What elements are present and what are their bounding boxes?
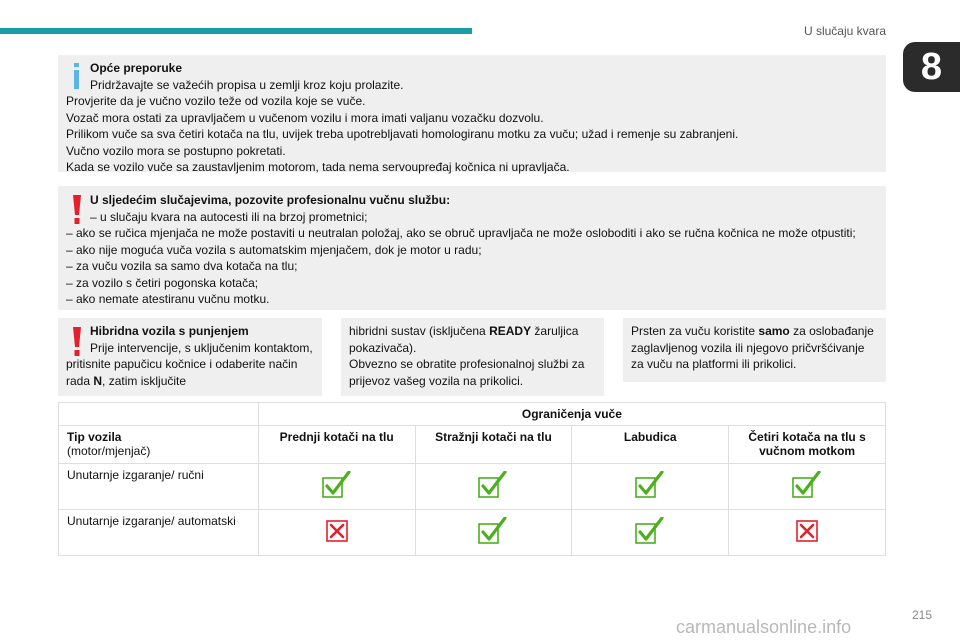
row-label: Unutarnje izgaranje/ ručni [59,464,259,510]
towing-ring-box [623,318,886,382]
vehicle-type-label: Tip vozila [67,430,122,444]
column-header: Prednji kotači na tlu [258,426,415,464]
hybrid-warning-box [58,318,322,396]
check-icon [322,471,352,499]
chapter-tab [903,42,960,92]
chapter-number: 8 [920,45,943,88]
mode-n-label: N [93,373,103,388]
table-row [59,510,886,556]
check-icon [635,517,665,545]
hybrid-text-continued [349,323,596,356]
check-icon [792,471,822,499]
hybrid-text-part: žaruljica pokazivača). [349,324,579,355]
hybrid-warning-continued-box [341,318,604,396]
ring-text-part: za oslobađanje zaglavljenog vozila ili njegovo pričvršćivanje za vuču na platformi ili prikolici. [631,324,874,371]
check-icon [635,471,665,499]
cross-icon [796,520,818,542]
general-line: Provjerite da je vučno vozilo teže od vozila koje se vuče. [66,94,366,108]
mark-cell [258,510,415,556]
warning-line: – ako se ručica mjenjača ne može postaviti u neutralan položaj, ako se obruč upravljača ne može osloboditi i ako se ručna kočnica ne može otpustiti; [66,226,856,240]
warning-line: – za vuču vozila sa samo dva kotača na tlu; [66,259,298,273]
mark-cell [729,464,886,510]
table-corner-cell [59,403,259,426]
mark-cell [572,510,729,556]
cross-icon [326,520,348,542]
general-line: Kada se vozilo vuče sa zaustavljenim motorom, tada nema servoupređaj kočnica ni upravljača. [66,160,570,174]
general-title: Opće preporuke [90,61,183,75]
vehicle-type-header [59,426,259,464]
warning-icon [72,327,82,357]
mark-cell [572,464,729,510]
hybrid-text-part: , zatim isključite [102,373,187,388]
warning-line: – ako nemate atestiranu vučnu motku. [66,292,270,306]
towing-service-warning-box [58,186,886,310]
warning-line: – u slučaju kvara na autocesti ili na brzoj prometnici; [90,209,368,224]
mark-cell [415,510,572,556]
general-line: Vozač mora ostati za upravljačem u vučenom vozilu i mora imati valjanu vozačku dozvolu. [66,110,544,125]
table-row [59,464,886,510]
general-line: Prilikom vuče sa sva četiri kotača na tlu, uvijek treba upotrebljavati homologiranu motku za vuču; užad i remenje su zabranjeni. [66,127,739,141]
hybrid-text-part: Prije intervencije, s uključenim kontaktom, pritisnite papučicu kočnice i odaberite način rada [66,340,313,388]
general-line: Pridržavajte se važećih propisa u zemlji kroz koju prolazite. [90,77,404,92]
header-accent-bar [0,28,472,34]
column-header: Labudica [572,426,729,464]
hybrid-text [66,340,314,390]
general-recommendations-box [58,55,886,172]
warning-title: U sljedećim slučajevima, pozovite profesionalnu vučnu službu: [90,193,451,207]
column-header: Četiri kotača na tlu s vučnom motkom [729,426,886,464]
check-icon [478,517,508,545]
mark-cell [415,464,572,510]
ring-text-part: Prsten za vuču koristite [631,324,759,338]
ready-label: READY [489,324,532,338]
info-icon [68,63,84,89]
hybrid-text-part: hibridni sustav (isključena [349,324,490,338]
ring-emphasis: samo [758,324,790,338]
warning-icon [72,195,82,225]
general-line: Vučno vozilo mora se postupno pokretati. [66,143,286,158]
page-number: 215 [911,608,932,622]
check-icon [478,471,508,499]
vehicle-type-sublabel: (motor/mjenjač) [67,444,151,458]
warning-line: – ako nije moguća vuča vozila s automatskim mjenjačem, dok je motor u radu; [66,242,482,257]
column-header: Stražnji kotači na tlu [415,426,572,464]
hybrid-text-part: Obvezno se obratite profesionalnoj službi za prijevoz vašeg vozila na prikolici. [349,357,585,388]
mark-cell [258,464,415,510]
table-group-header: Ograničenja vuče [258,403,885,426]
section-title: U slučaju kvara [803,24,886,38]
site-watermark: carmanualsonline.info [676,617,852,637]
towing-limitations-table [58,402,886,556]
hybrid-title: Hibridna vozila s punjenjem [90,324,249,338]
towing-ring-text [631,323,878,373]
mark-cell [729,510,886,556]
warning-line: – za vozilo s četiri pogonska kotača; [66,275,259,290]
row-label: Unutarnje izgaranje/ automatski [59,510,259,556]
